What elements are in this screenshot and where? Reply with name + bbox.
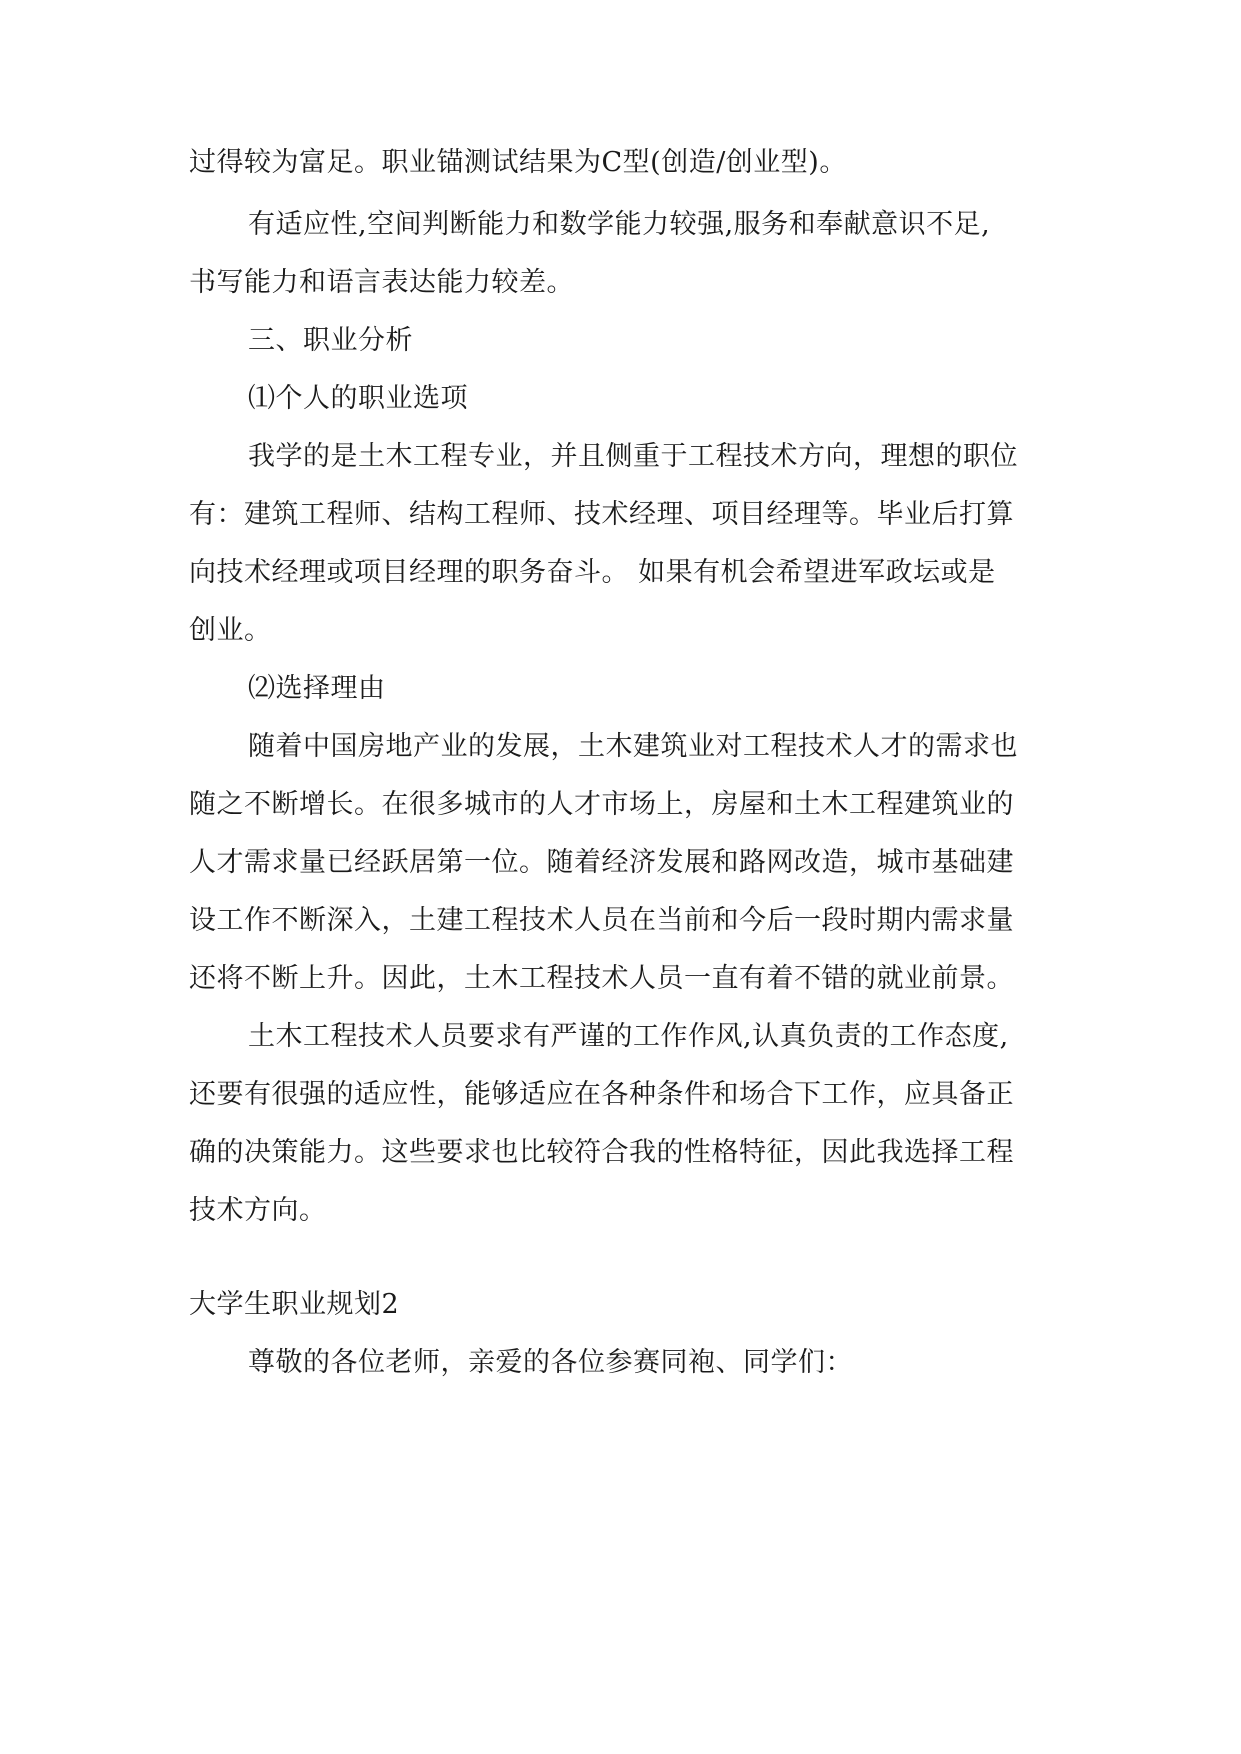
paragraph-line: 随之不断增长。在很多城市的人才市场上，房屋和土木工程建筑业的: [189, 789, 1014, 820]
paragraph-line: 还要有很强的适应性，能够适应在各种条件和场合下工作，应具备正: [189, 1079, 1014, 1110]
paragraph-line: 确的决策能力。这些要求也比较符合我的性格特征，因此我选择工程: [189, 1137, 1014, 1168]
paragraph-line: 土木工程技术人员要求有严谨的工作作风,认真负责的工作态度,: [248, 1021, 1009, 1052]
section-heading: 三、职业分析: [248, 325, 413, 356]
paragraph-line: 书写能力和语言表达能力较差。: [189, 267, 574, 298]
paragraph-line: 有：建筑工程师、结构工程师、技术经理、项目经理等。毕业后打算: [189, 499, 1014, 530]
salutation-line: 尊敬的各位老师，亲爱的各位参赛同袍、同学们：: [248, 1347, 853, 1378]
paragraph-line: 还将不断上升。因此，土木工程技术人员一直有着不错的就业前景。: [189, 963, 1014, 994]
document-title: 大学生职业规划2: [189, 1289, 400, 1320]
paragraph-line: 过得较为富足。职业锚测试结果为C型(创造/创业型)。: [189, 147, 847, 178]
paragraph-line: 创业。: [189, 615, 272, 646]
paragraph-line: 向技术经理或项目经理的职务奋斗。 如果有机会希望进军政坛或是: [189, 557, 996, 588]
paragraph-line: 随着中国房地产业的发展，土木建筑业对工程技术人才的需求也: [248, 731, 1018, 762]
subsection-heading: ⑵选择理由: [248, 673, 386, 704]
paragraph-line: 我学的是土木工程专业，并且侧重于工程技术方向，理想的职位: [248, 441, 1018, 472]
paragraph-line: 技术方向。: [189, 1195, 327, 1226]
subsection-heading: ⑴个人的职业选项: [248, 383, 468, 414]
paragraph-line: 人才需求量已经跃居第一位。随着经济发展和路网改造，城市基础建: [189, 847, 1014, 878]
paragraph-line: 有适应性,空间判断能力和数学能力较强,服务和奉献意识不足,: [248, 209, 991, 240]
paragraph-line: 设工作不断深入，土建工程技术人员在当前和今后一段时期内需求量: [189, 905, 1014, 936]
